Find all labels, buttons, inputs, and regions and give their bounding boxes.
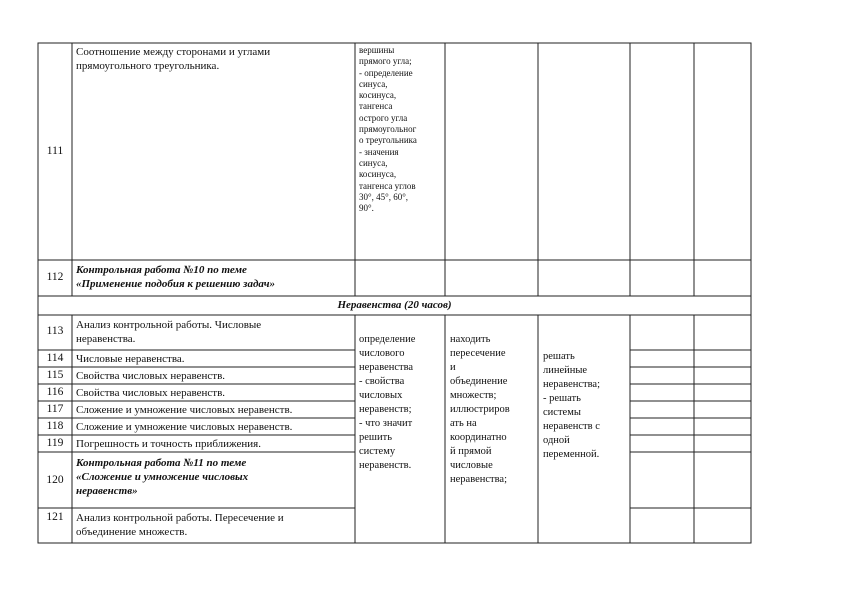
- merged-concepts: определение числового неравенства - свойства числовых неравенств; - что значит решить систему неравенств.: [359, 334, 416, 471]
- row-number: 111: [46, 145, 64, 157]
- row-topic: Погрешность и точность приближения.: [76, 438, 261, 450]
- row-number: 118: [46, 420, 64, 432]
- row-topic: Анализ контрольной работы. Пересечение и объединение множеств.: [76, 512, 284, 538]
- row-topic: Свойства числовых неравенств.: [76, 370, 226, 382]
- row-number: 116: [46, 386, 64, 398]
- row-topic: Числовые неравенства.: [76, 353, 185, 365]
- row-number: 119: [46, 437, 64, 449]
- merged-abilities: решать линейные неравенства; - решать системы неравенств с одной переменной.: [543, 351, 601, 460]
- row-number: 115: [46, 369, 64, 381]
- row-topic: Сложение и умножение числовых неравенств.: [76, 404, 293, 416]
- row-topic: Контрольная работа №10 по теме «Применение подобия к решению задач»: [76, 264, 276, 290]
- merged-skills: находить пересечение и объединение множеств; иллюстриров ать на координатно й прямой числовые неравенства;: [450, 334, 510, 485]
- row-number: 121: [46, 511, 64, 523]
- row-number: 112: [46, 271, 64, 283]
- row-topic: Свойства числовых неравенств.: [76, 387, 226, 399]
- row-topic: Анализ контрольной работы. Числовые неравенства.: [76, 319, 262, 345]
- row-number: 113: [46, 325, 64, 337]
- row-number: 120: [46, 474, 64, 486]
- row-concepts: вершины прямого угла; - определение синуса, косинуса, тангенса острого угла прямоугольног о треугольника - значения синуса, косинуса, тангенса углов 30°, 45°, 60°, 90°.: [359, 45, 417, 214]
- row-number: 114: [46, 352, 64, 364]
- section-title: Неравенства (20 часов): [337, 299, 452, 311]
- row-topic: Контрольная работа №11 по теме «Сложение и умножение числовых неравенств»: [76, 457, 249, 497]
- row-topic: Соотношение между сторонами и углами прямоугольного треугольника.: [76, 46, 271, 72]
- row-number: 117: [46, 403, 64, 415]
- row-topic: Сложение и умножение числовых неравенств.: [76, 421, 293, 433]
